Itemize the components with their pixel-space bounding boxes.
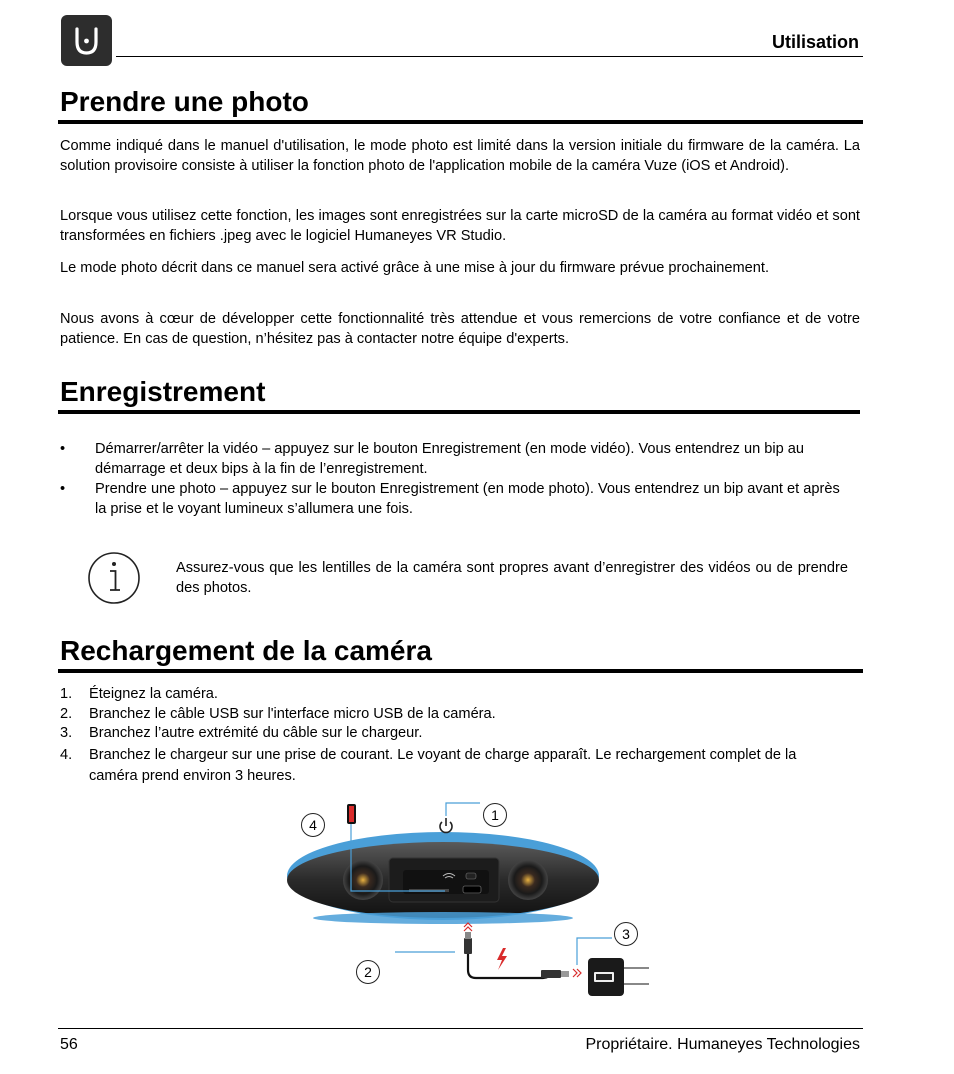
list-item: [60, 685, 860, 705]
charging-steps-list: [60, 685, 860, 787]
section-title-recording: Enregistrement: [60, 376, 266, 407]
header-rule: [116, 56, 863, 57]
charging-illustration: [283, 800, 653, 1000]
usb-cable: [468, 938, 553, 978]
footer-rule: [58, 1028, 863, 1029]
page-number: 56: [60, 1036, 78, 1053]
step-text: Branchez le câble USB sur l'interface micro USB de la caméra.: [89, 705, 496, 722]
step-text: Branchez l’autre extrémité du câble sur le chargeur.: [89, 725, 423, 741]
step-number: 2.: [60, 705, 73, 722]
section-title-photo: Prendre une photo: [60, 86, 309, 117]
bullet-dot: •: [60, 481, 66, 497]
photo-paragraph: Nous avons à cœur de développer cette fonctionnalité très attendue et vous remercions de votre confiance et de votre patience. En cas de question, n’hésitez pas à contacter notre équipe d'experts.: [60, 311, 860, 347]
recording-bullet-list: [60, 440, 860, 520]
bullet-dot: •: [60, 441, 66, 457]
list-item: [60, 745, 829, 787]
bullet-text: Prendre une photo – appuyez sur le bouton Enregistrement (en mode photo). Vous entendrez un bip avant et après la prise et le voyant lumineux s’allumera une fois.: [95, 481, 840, 517]
step-text: Branchez le chargeur sur une prise de courant. Le voyant de charge apparaît. Le rechargement complet de la caméra prend environ 3 heures.: [89, 746, 797, 784]
section-rule-charging: [58, 669, 863, 673]
list-item: [60, 705, 860, 725]
section-rule-photo: [58, 120, 863, 124]
callout-4: 4: [301, 813, 325, 837]
photo-paragraph: Comme indiqué dans le manuel d'utilisation, le mode photo est limité dans la version initiale du firmware de la caméra. La solution provisoire consiste à utiliser la fonction photo de l'application mobile de la caméra Vuze (iOS et Android).: [60, 138, 860, 174]
section-rule-recording: [58, 410, 860, 414]
photo-paragraph: Le mode photo décrit dans ce manuel sera activé grâce à une mise à jour du firmware prévue prochainement.: [60, 260, 769, 276]
power-icon: [440, 818, 452, 832]
micro-usb-port: [463, 886, 481, 893]
step-text: Éteignez la caméra.: [89, 686, 218, 702]
footer-owner: Propriétaire. Humaneyes Technologies: [585, 1036, 860, 1053]
header-title: Utilisation: [771, 32, 859, 52]
list-item: [60, 480, 845, 519]
step-number: 4.: [60, 746, 73, 763]
step-number: 1.: [60, 686, 73, 702]
bullet-text: Démarrer/arrêter la vidéo – appuyez sur le bouton Enregistrement (en mode vidéo). Vous entendrez un bip au démarrage et deux bips à la fin de l’enregistrement.: [95, 441, 805, 477]
callout-2: 2: [356, 960, 380, 984]
lightning-icon: [497, 948, 507, 970]
camera-lens-left: [343, 860, 383, 900]
list-item: [60, 440, 845, 479]
step-number: 3.: [60, 725, 73, 741]
section-title-charging: Rechargement de la caméra: [60, 635, 432, 666]
vuze-logo-icon: [61, 15, 112, 66]
photo-paragraph: Lorsque vous utilisez cette fonction, les images sont enregistrées sur la carte microSD de la caméra au format vidéo et sont transformées en fichiers .jpeg avec le logiciel Humaneyes VR Studio.: [60, 208, 860, 244]
info-icon: [85, 548, 141, 608]
note-text: Assurez-vous que les lentilles de la caméra sont propres avant d’enregistrer des vidéos ou de prendre des photos.: [176, 560, 848, 596]
callout-3: 3: [614, 922, 638, 946]
list-item: [60, 724, 860, 744]
callout-1: 1: [483, 803, 507, 827]
camera-lens-right: [508, 860, 548, 900]
